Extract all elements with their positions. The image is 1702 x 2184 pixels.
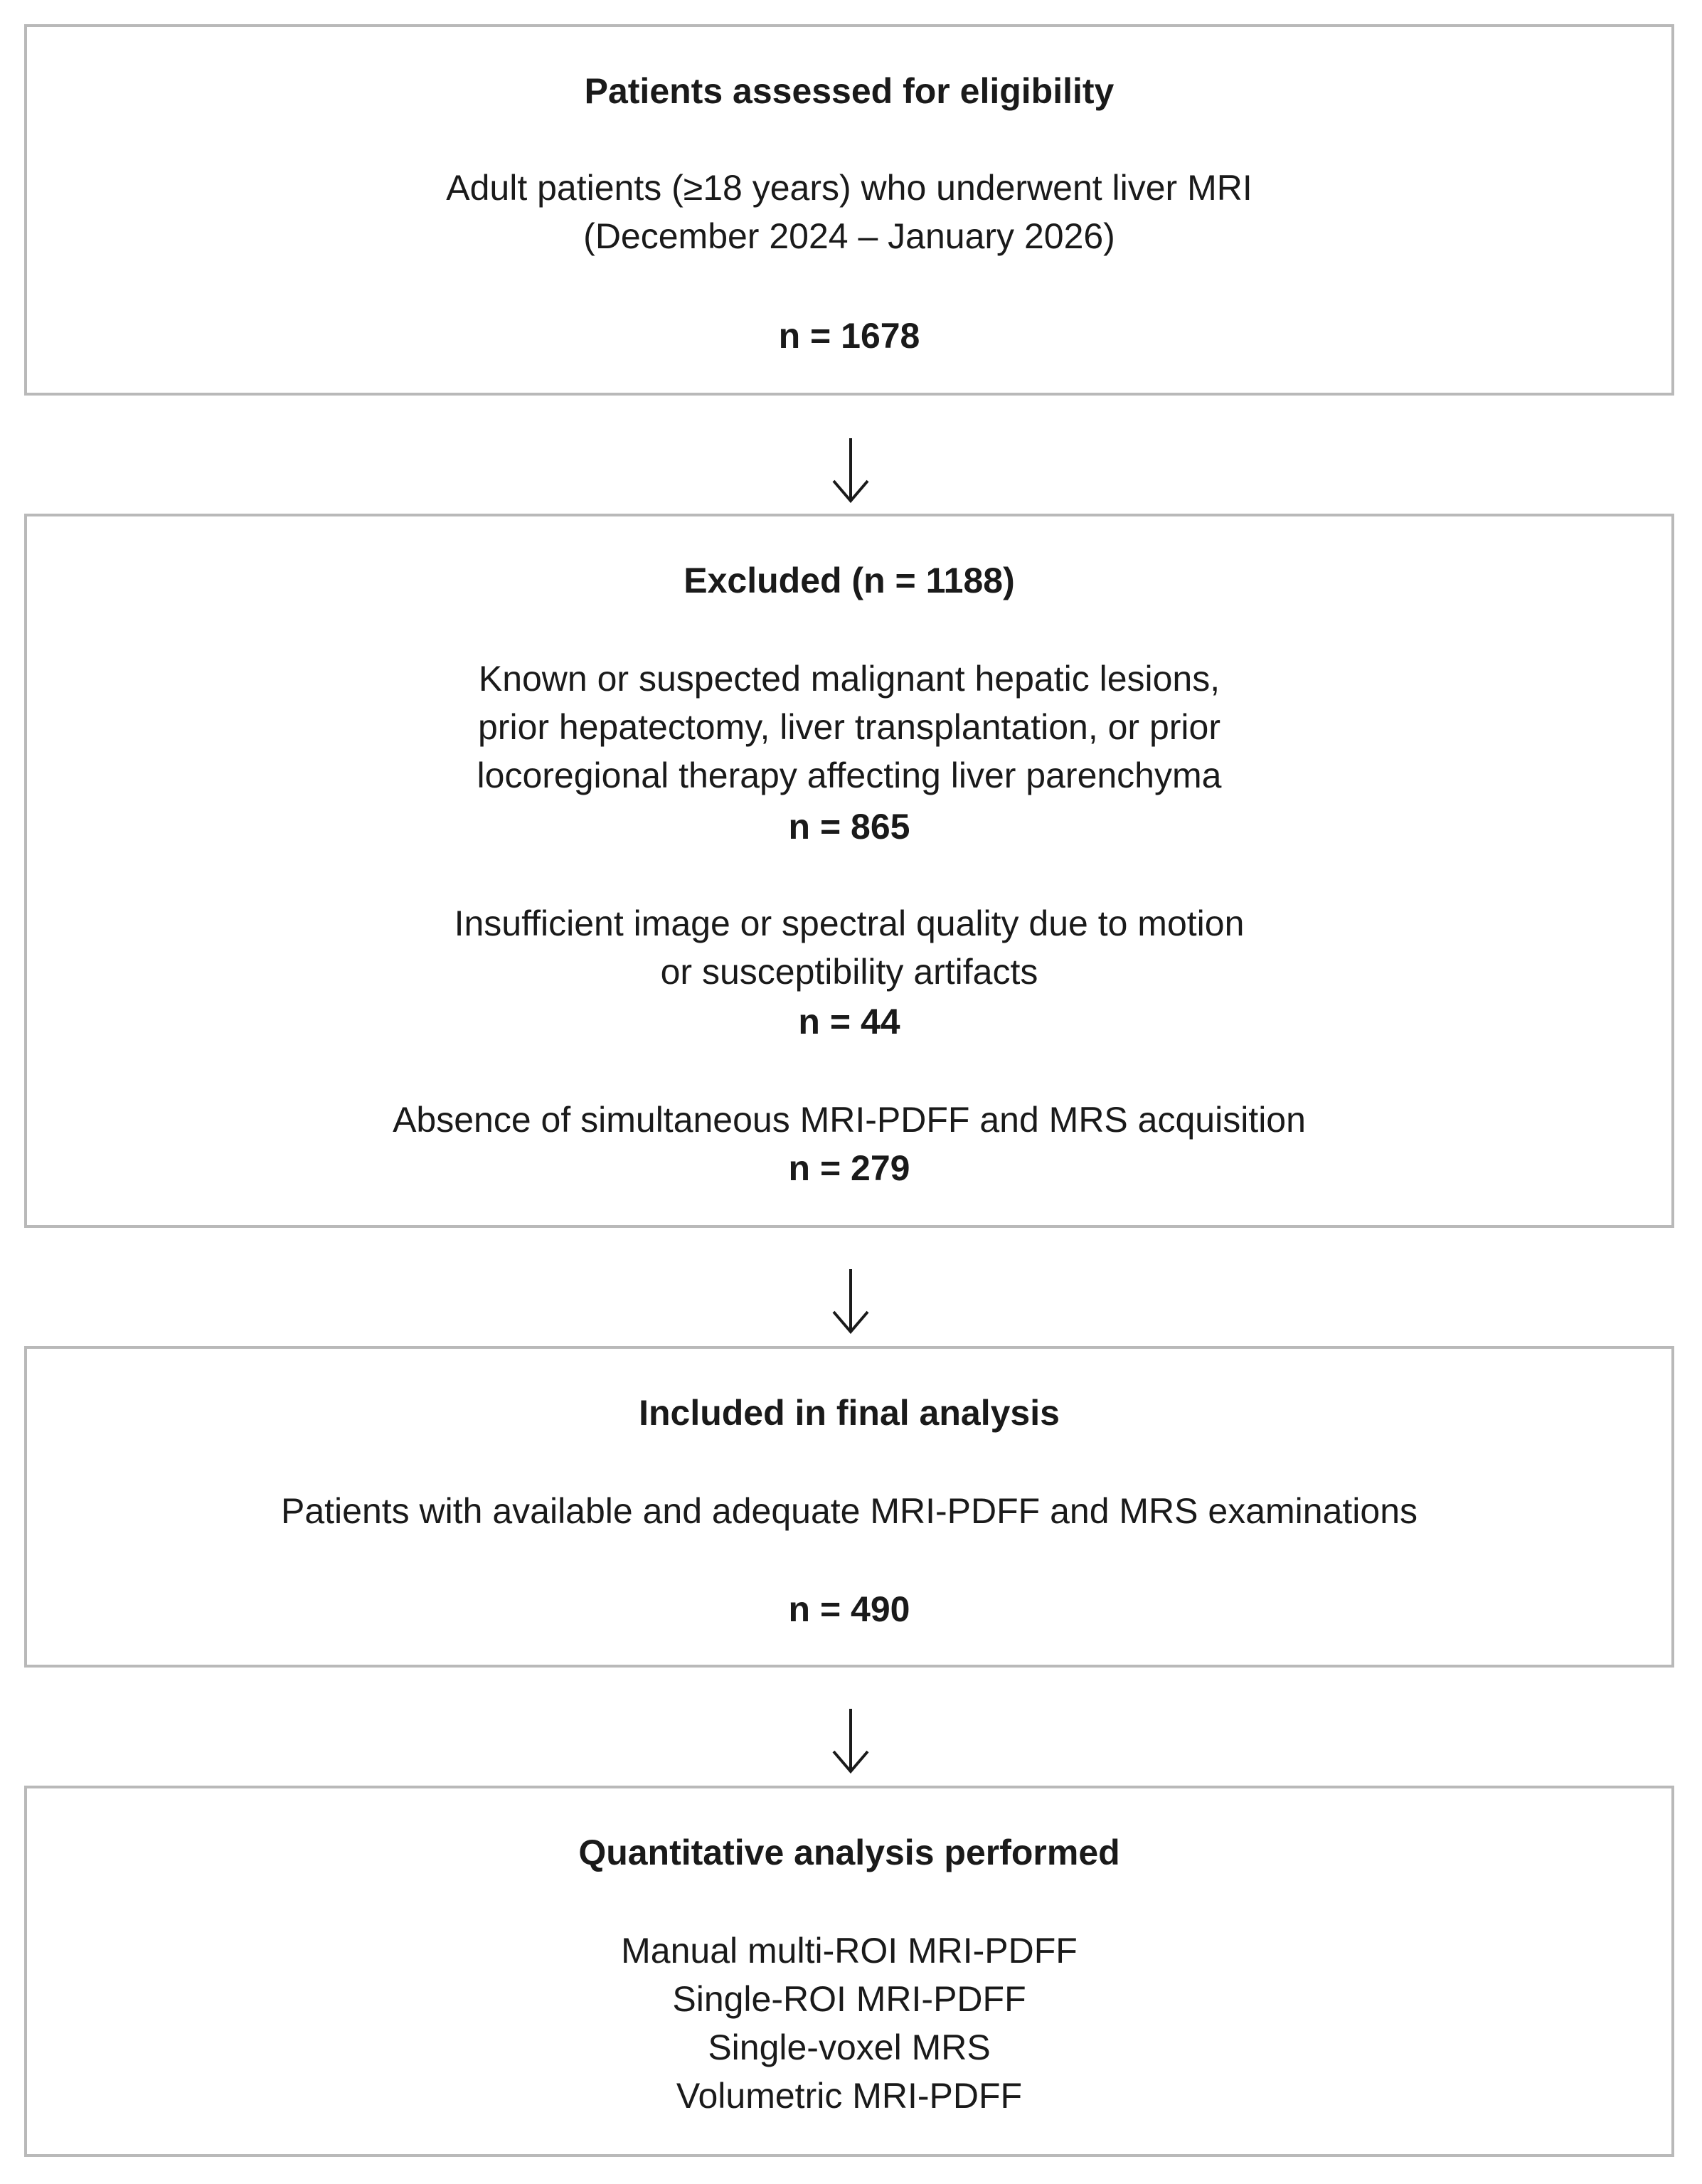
exclusion-reason-2-line-2: or susceptibility artifacts [660,952,1038,992]
analysis-method-2: Single-ROI MRI-PDFF [672,1979,1026,2019]
exclusion-reason-3-line-1: Absence of simultaneous MRI-PDFF and MRS acquisition [393,1100,1306,1140]
exclusion-reason-1-line-3: locoregional therapy affecting liver parenchyma [477,756,1222,795]
exclusion-reason-1-line-1: Known or suspected malignant hepatic lesions, [478,659,1220,699]
analysis-method-1: Manual multi-ROI MRI-PDFF [621,1931,1078,1971]
included-box [24,1346,1674,1668]
exclusion-reason-2-line-1: Insufficient image or spectral quality due to motion [454,903,1245,943]
assessed-criteria-line-1: Adult patients (≥18 years) who underwent liver MRI [446,168,1252,208]
assessed-box [24,24,1674,396]
included-count: n = 490 [788,1589,910,1629]
assessed-criteria-line-2: (December 2024 – January 2026) [583,216,1115,256]
exclusion-reason-3-count: n = 279 [788,1148,910,1188]
exclusion-reason-1-count: n = 865 [788,807,910,847]
excluded-box [24,514,1674,1228]
analysis-box [24,1786,1674,2157]
down-arrow-icon [829,1706,872,1774]
analysis-method-4: Volumetric MRI-PDFF [676,2076,1023,2116]
down-arrow-icon [829,1266,872,1335]
included-title: Included in final analysis [639,1393,1060,1433]
assessed-count: n = 1678 [778,316,920,356]
exclusion-reason-2-count: n = 44 [798,1002,900,1041]
analysis-title: Quantitative analysis performed [578,1833,1120,1872]
down-arrow-icon [829,435,872,504]
included-description: Patients with available and adequate MRI-PDFF and MRS examinations [280,1491,1418,1531]
assessed-title: Patients assessed for eligibility [584,71,1115,111]
excluded-title: Excluded (n = 1188) [684,561,1015,600]
exclusion-reason-1-line-2: prior hepatectomy, liver transplantation, or prior [478,707,1220,747]
analysis-method-3: Single-voxel MRS [708,2027,991,2067]
